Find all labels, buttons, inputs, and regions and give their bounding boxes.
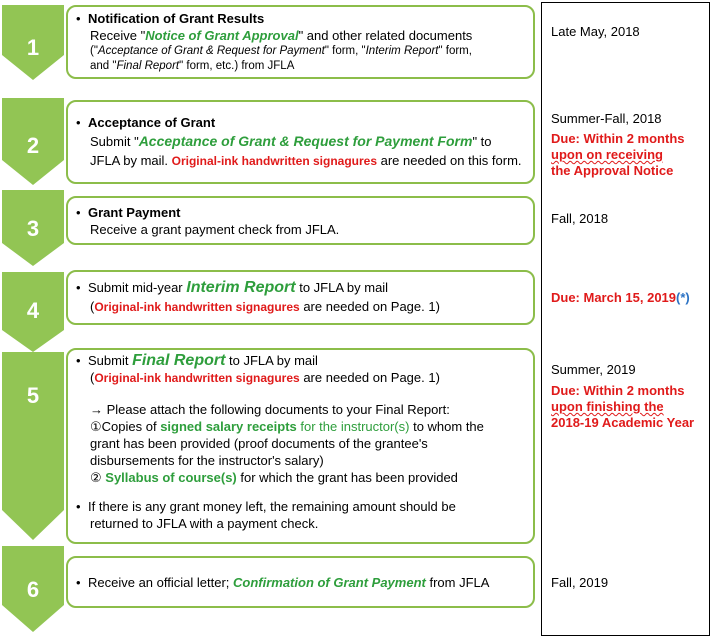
- step-5-attach: → Please attach the following documents to your Final Report:: [90, 402, 450, 417]
- step-4-line2: (Original-ink handwritten signagures are needed on Page. 1): [90, 299, 440, 314]
- step-number-4: 4: [26, 298, 40, 323]
- step-3-line1: Receive a grant payment check from JFLA.: [90, 222, 340, 237]
- step-4-line1: • Submit mid-year Interim Report to JFLA by mail: [76, 279, 389, 296]
- step-5-item1-cont2: disbursements for the instructor's salary): [90, 453, 324, 468]
- step-3-box: [66, 196, 535, 245]
- step-number-5: 5: [26, 383, 40, 408]
- step-number-2: 2: [26, 133, 40, 158]
- step-5-due: Due: Within 2 months upon finishing the 2018-19 Academic Year: [551, 383, 695, 430]
- step-5-box: [66, 348, 535, 544]
- bullet: •: [76, 205, 81, 220]
- step-2-line2: JFLA by mail. Original-ink handwritten signagures are needed on this form.: [90, 153, 522, 168]
- step-1-line1: Receive "Notice of Grant Approval" and other related documents: [90, 28, 473, 43]
- step-6-line1: • Receive an official letter; Confirmation of Grant Payment from JFLA: [76, 575, 490, 590]
- asterisk-note: (*): [676, 290, 690, 305]
- step-4-due: Due: March 15, 2019(*): [551, 290, 690, 305]
- step-5-item1: ①Copies of signed salary receipts for the instructor(s) to whom the: [90, 419, 484, 434]
- step-2-box: [66, 100, 535, 184]
- chevron-5: [2, 352, 64, 540]
- step-1-line2: ("Acceptance of Grant & Request for Payment" form, "Interim Report" form,: [90, 45, 472, 57]
- step-1-title: Notification of Grant Results: [88, 11, 265, 26]
- step-2-line1: Submit "Acceptance of Grant & Request for Payment Form" to: [90, 133, 492, 149]
- step-1-box: [66, 5, 535, 79]
- step-1-date: Late May, 2018: [551, 24, 640, 39]
- step-2-title: Acceptance of Grant: [88, 115, 216, 130]
- step-3-title: Grant Payment: [88, 205, 181, 220]
- step-6-date: Fall, 2019: [551, 575, 609, 590]
- step-4-box: [66, 270, 535, 325]
- step-2-date: Summer-Fall, 2018: [551, 111, 662, 126]
- bullet: •: [76, 115, 81, 130]
- schedule-column: [541, 2, 710, 636]
- step-number-6: 6: [26, 577, 40, 602]
- step-2-due: Due: Within 2 months upon on receiving the Approval Notice: [551, 131, 685, 178]
- step-number-3: 3: [26, 216, 40, 241]
- step-number-1: 1: [26, 35, 40, 60]
- step-1-line3: and "Final Report" form, etc.) from JFLA: [90, 60, 295, 72]
- bullet: •: [76, 11, 81, 26]
- step-5-line1: • Submit Final Report to JFLA by mail: [76, 352, 318, 369]
- step-5-date: Summer, 2019: [551, 362, 636, 377]
- step-6-box: [66, 556, 535, 608]
- step-5-line2: (Original-ink handwritten signagures are needed on Page. 1): [90, 370, 440, 385]
- step-5-leftover-cont: returned to JFLA with a payment check.: [90, 516, 319, 531]
- step-3-date: Fall, 2018: [551, 211, 609, 226]
- step-5-leftover: • If there is any grant money left, the remaining amount should be: [76, 499, 456, 514]
- step-5-item2: ② Syllabus of course(s) for which the grant has been provided: [90, 470, 458, 485]
- step-5-item1-cont1: grant has been provided (proof documents of the grantee's: [90, 436, 428, 451]
